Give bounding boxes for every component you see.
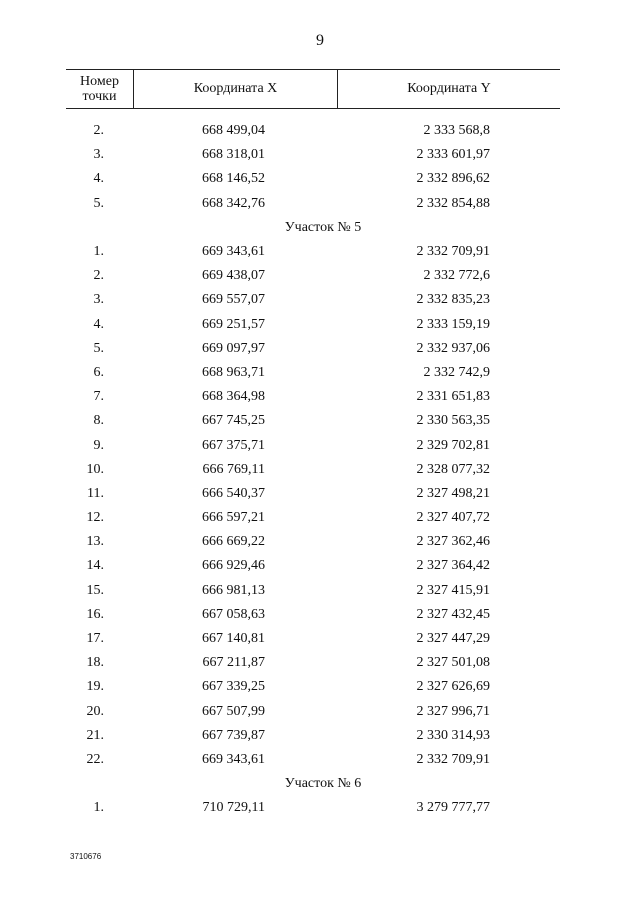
point-number: 4. <box>93 171 104 187</box>
table-row <box>0 724 640 748</box>
coordinate-x: 667 339,25 <box>202 679 265 695</box>
point-number: 2. <box>93 268 104 284</box>
point-number: 5. <box>93 195 104 211</box>
coordinate-y: 2 329 702,81 <box>416 437 490 453</box>
coordinate-y: 2 327 447,29 <box>416 631 490 647</box>
coordinate-x: 669 557,07 <box>202 292 265 308</box>
section-title-text: Участок № 6 <box>284 776 362 792</box>
coordinate-y: 2 327 432,45 <box>416 606 490 622</box>
table-row <box>0 409 640 433</box>
coordinate-y: 2 331 651,83 <box>416 389 490 405</box>
coordinate-x: 668 364,98 <box>202 389 265 405</box>
coordinate-y: 2 330 314,93 <box>416 727 490 743</box>
point-number: 19. <box>86 679 104 695</box>
coordinate-x: 668 499,04 <box>202 123 265 139</box>
coordinate-y: 2 333 601,97 <box>416 147 490 163</box>
coordinate-y: 2 332 937,06 <box>416 340 490 356</box>
header-point-number-line2: точки <box>82 89 117 104</box>
section-title-text: Участок № 5 <box>284 219 362 235</box>
coordinate-y: 2 327 996,71 <box>416 703 490 719</box>
table-row <box>0 192 640 216</box>
coordinate-x: 666 540,37 <box>202 485 265 501</box>
point-number: 3. <box>93 147 104 163</box>
point-number: 18. <box>86 655 104 671</box>
coordinate-x: 669 097,97 <box>202 340 265 356</box>
point-number: 22. <box>86 751 104 767</box>
section-title <box>0 772 640 796</box>
coordinate-x: 667 739,87 <box>202 727 265 743</box>
coordinate-x: 669 438,07 <box>202 268 265 284</box>
table-row <box>0 337 640 361</box>
coordinate-x: 668 342,76 <box>202 195 265 211</box>
header-point-number <box>66 70 134 108</box>
coordinate-x: 667 211,87 <box>202 655 265 671</box>
table-row <box>0 313 640 337</box>
point-number: 16. <box>86 606 104 622</box>
point-number: 7. <box>93 389 104 405</box>
table-header <box>66 69 560 109</box>
coordinate-x: 667 745,25 <box>202 413 265 429</box>
coordinate-y: 2 332 709,91 <box>416 244 490 260</box>
coordinate-y: 2 332 709,91 <box>416 751 490 767</box>
coordinate-y: 2 327 626,69 <box>416 679 490 695</box>
table-row <box>0 796 640 820</box>
header-coordinate-x: Координата X <box>134 70 338 108</box>
coordinate-y: 2 327 498,21 <box>416 485 490 501</box>
table-row <box>0 579 640 603</box>
point-number: 1. <box>93 244 104 260</box>
table-body <box>0 119 640 820</box>
table-row <box>0 433 640 457</box>
point-number: 6. <box>93 364 104 380</box>
coordinate-x: 669 343,61 <box>202 244 265 260</box>
point-number: 17. <box>86 631 104 647</box>
point-number: 3. <box>93 292 104 308</box>
table-row <box>0 506 640 530</box>
coordinate-y: 2 327 407,72 <box>416 510 490 526</box>
table-row <box>0 361 640 385</box>
table-row <box>0 675 640 699</box>
coordinate-x: 666 669,22 <box>202 534 265 550</box>
table-row <box>0 651 640 675</box>
table-row <box>0 482 640 506</box>
table-row <box>0 143 640 167</box>
point-number: 15. <box>86 582 104 598</box>
coordinate-x: 668 146,52 <box>202 171 265 187</box>
coordinate-x: 666 769,11 <box>202 461 265 477</box>
point-number: 9. <box>93 437 104 453</box>
coordinate-y: 2 332 742,9 <box>423 364 490 380</box>
point-number: 1. <box>93 800 104 816</box>
coordinate-y: 2 328 077,32 <box>416 461 490 477</box>
table-row <box>0 603 640 627</box>
header-point-number-line1: Номер <box>80 74 119 89</box>
coordinate-y: 2 327 501,08 <box>416 655 490 671</box>
coordinate-y: 2 327 364,42 <box>416 558 490 574</box>
coordinate-y: 2 332 896,62 <box>416 171 490 187</box>
point-number: 2. <box>93 123 104 139</box>
table-row <box>0 458 640 482</box>
coordinate-x: 666 981,13 <box>202 582 265 598</box>
point-number: 4. <box>93 316 104 332</box>
table-row <box>0 700 640 724</box>
coordinate-y: 2 332 854,88 <box>416 195 490 211</box>
coordinate-x: 667 375,71 <box>202 437 265 453</box>
point-number: 21. <box>86 727 104 743</box>
coordinate-x: 668 318,01 <box>202 147 265 163</box>
table-row <box>0 530 640 554</box>
coordinate-x: 667 507,99 <box>202 703 265 719</box>
table-row <box>0 167 640 191</box>
point-number: 12. <box>86 510 104 526</box>
page-number: 9 <box>316 32 324 49</box>
table-row <box>0 288 640 312</box>
coordinate-x: 669 343,61 <box>202 751 265 767</box>
point-number: 8. <box>93 413 104 429</box>
coordinate-x: 668 963,71 <box>202 364 265 380</box>
table-row <box>0 385 640 409</box>
table-row <box>0 554 640 578</box>
coordinate-x: 667 058,63 <box>202 606 265 622</box>
coordinate-y: 2 332 835,23 <box>416 292 490 308</box>
coordinate-y: 2 327 362,46 <box>416 534 490 550</box>
table-row <box>0 240 640 264</box>
table-row <box>0 627 640 651</box>
coordinate-y: 2 333 159,19 <box>416 316 490 332</box>
coordinate-x: 666 597,21 <box>202 510 265 526</box>
point-number: 13. <box>86 534 104 550</box>
coordinate-x: 669 251,57 <box>202 316 265 332</box>
point-number: 5. <box>93 340 104 356</box>
point-number: 10. <box>86 461 104 477</box>
coordinate-x: 710 729,11 <box>202 800 265 816</box>
section-title <box>0 216 640 240</box>
coordinate-y: 2 333 568,8 <box>423 123 490 139</box>
table-row <box>0 119 640 143</box>
table-row <box>0 748 640 772</box>
document-code: 3710676 <box>70 852 102 861</box>
coordinate-x: 667 140,81 <box>202 631 265 647</box>
coordinate-y: 2 330 563,35 <box>416 413 490 429</box>
point-number: 14. <box>86 558 104 574</box>
coordinate-x: 666 929,46 <box>202 558 265 574</box>
header-coordinate-y: Координата Y <box>407 81 491 96</box>
coordinate-y: 2 327 415,91 <box>416 582 490 598</box>
coordinate-y: 3 279 777,77 <box>416 800 490 816</box>
point-number: 20. <box>86 703 104 719</box>
point-number: 11. <box>87 485 104 501</box>
table-row <box>0 264 640 288</box>
coordinate-y: 2 332 772,6 <box>423 268 490 284</box>
